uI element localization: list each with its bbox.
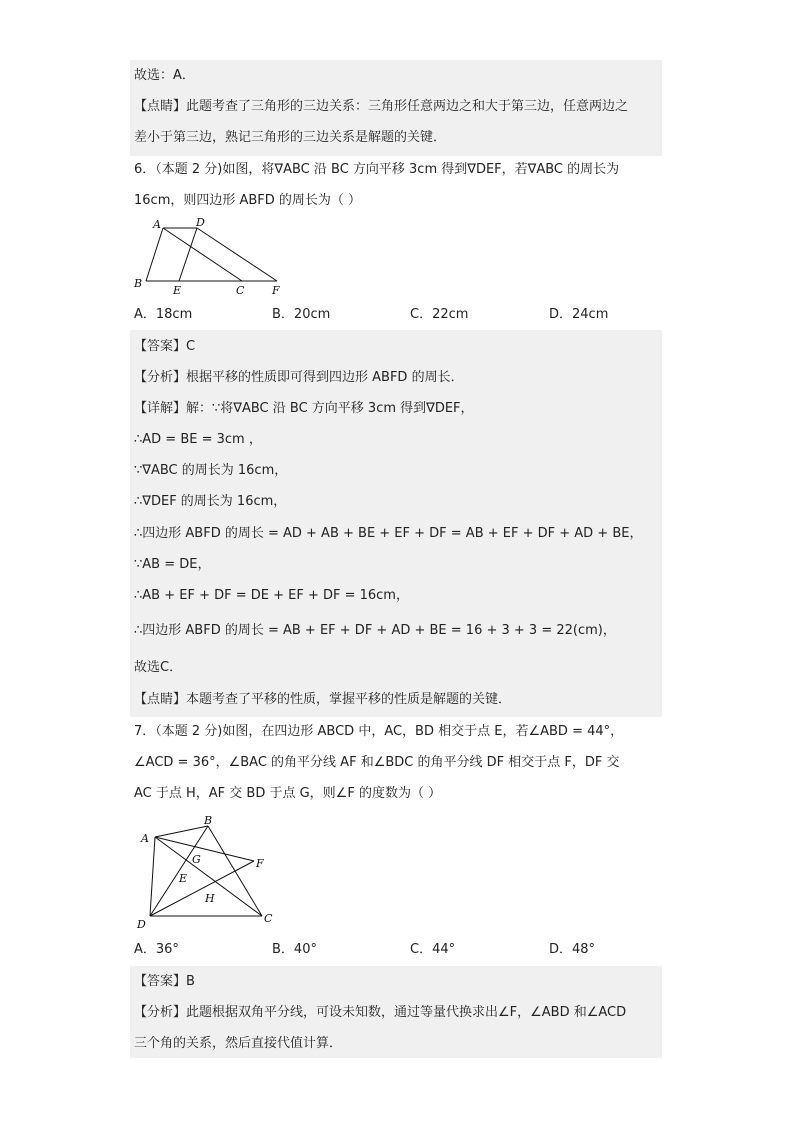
- q6-detail-1: 【详解】解：∵将∇ABC 沿 BC 方向平移 3cm 得到∇DEF，: [134, 401, 474, 416]
- label-a: A: [141, 832, 149, 845]
- label-e: E: [173, 284, 182, 297]
- q6-stem-line-2: 16cm，则四边形 ABFD 的周长为（ ）: [134, 193, 362, 208]
- q7-analysis-2: 三个角的关系，然后直接代值计算．: [134, 1036, 343, 1051]
- q6-option-d: D．24cm: [549, 307, 609, 322]
- q7-option-d: D．48°: [549, 942, 596, 957]
- segment-df: [197, 228, 277, 281]
- q7-stem-line-3: AC 于点 H，AF 交 BD 于点 G，则∠F 的度数为（ ）: [134, 786, 442, 801]
- q6-comment: 【点睛】本题考查了平移的性质，掌握平移的性质是解题的关键．: [134, 692, 512, 707]
- q6-detail-7: ∴AB + EF + DF = DE + EF + DF = 16cm，: [134, 588, 409, 603]
- label-g: G: [192, 853, 201, 866]
- segment-da: [150, 837, 155, 916]
- q7-answer: 【答案】B: [134, 974, 195, 989]
- q6-detail-4: ∴∇DEF 的周长为 16cm，: [134, 494, 287, 509]
- label-e: E: [179, 872, 188, 885]
- q6-detail-8: ∴四边形 ABFD 的周长 = AB + EF + DF + AD + BE = 16 + 3 + 3 = 22(cm)，: [134, 623, 616, 638]
- label-b: B: [134, 277, 143, 290]
- q6-detail-6: ∵AB = DE，: [134, 557, 211, 572]
- segment-df: [150, 861, 254, 916]
- label-b: B: [204, 814, 213, 827]
- q6-answer: 【答案】C: [134, 339, 196, 354]
- q6-figure: [130, 216, 290, 298]
- segment-ab: [155, 826, 208, 837]
- label-c: C: [236, 284, 245, 297]
- q6-choice: 故选C．: [134, 660, 183, 675]
- label-d: D: [196, 216, 205, 229]
- q7-stem-line-2: ∠ACD = 36°，∠BAC 的角平分线 AF 和∠BDC 的角平分线 DF 相交于点 F，DF 交: [134, 755, 620, 770]
- label-d: D: [137, 918, 146, 931]
- q6-detail-2: ∴AD = BE = 3cm ，: [134, 432, 262, 447]
- label-f: F: [256, 857, 264, 870]
- segment-ab: [146, 228, 163, 281]
- segment-ac: [163, 228, 242, 281]
- q7-option-a: A．36°: [134, 942, 179, 957]
- q6-detail-3: ∵∇ABC 的周长为 16cm，: [134, 463, 288, 478]
- q6-option-c: C．22cm: [410, 307, 469, 322]
- label-f: F: [272, 284, 280, 297]
- label-a: A: [153, 218, 161, 231]
- q6-detail-5: ∴四边形 ABFD 的周长 = AD + AB + BE + EF + DF = AB + EF + DF + AD + BE，: [134, 526, 643, 541]
- label-h: H: [205, 892, 215, 905]
- segment-de: [179, 228, 197, 281]
- q6-stem-line-1: 6．（本题 2 分)如图，将∇ABC 沿 BC 方向平移 3cm 得到∇DEF，若∇ABC 的周长为: [134, 162, 620, 177]
- q6-option-a: A．18cm: [134, 307, 193, 322]
- q7-option-c: C．44°: [410, 942, 456, 957]
- q5-comment-line-2: 差小于第三边，熟记三角形的三边关系是解题的关键．: [134, 130, 447, 145]
- q7-figure: [130, 808, 290, 934]
- q5-choice-line: 故选：A．: [134, 68, 195, 83]
- q7-analysis-1: 【分析】此题根据双角平分线，可设未知数，通过等量代换求出∠F，∠ABD 和∠ACD: [134, 1005, 627, 1020]
- q7-stem-line-1: 7．（本题 2 分)如图，在四边形 ABCD 中，AC，BD 相交于点 E，若∠ABD = 44°，: [134, 724, 624, 739]
- q5-comment-line-1: 【点睛】此题考查了三角形的三边关系：三角形任意两边之和大于第三边，任意两边之: [134, 99, 629, 114]
- q7-option-b: B．40°: [272, 942, 317, 957]
- segment-af: [155, 837, 254, 861]
- label-c: C: [264, 912, 273, 925]
- q6-analysis: 【分析】根据平移的性质即可得到四边形 ABFD 的周长．: [134, 370, 464, 385]
- q6-option-b: B．20cm: [272, 307, 331, 322]
